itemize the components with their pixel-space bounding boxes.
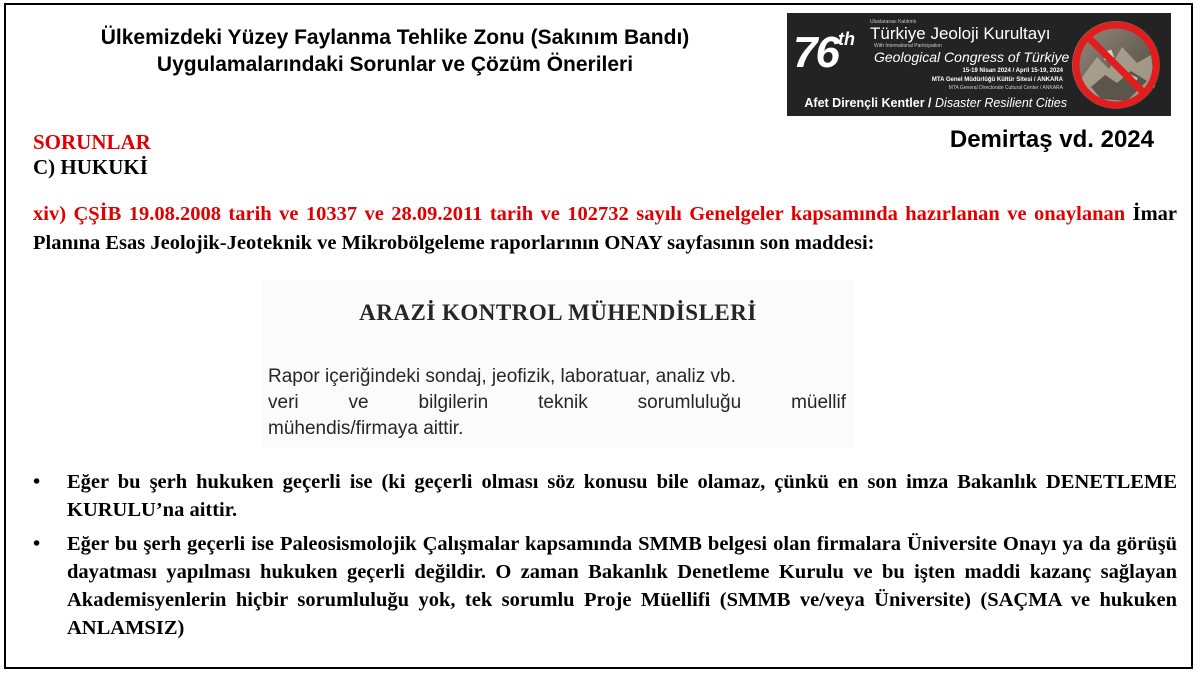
bullet-item xyxy=(33,468,1177,524)
bullet-text: Eğer bu şerh hukuken geçerli ise (ki geçerli olması söz konusu bile olamaz, çünkü en son imza Bakanlık DENETLEME KURULU’na aittir. xyxy=(67,471,1177,521)
bullet-text: Eğer bu şerh geçerli ise Paleosismolojik Çalışmalar kapsamında SMMB belgesi olan firmalara Üniversite Onayı ya da görüşü dayatması yapılması hukuken geçerli değildir. O zaman Bakanlık Denetleme Kurulu ve bu işten maddi kazanç sağlayan Akademisyenlerin hiçbir sorumluluğu yok, tek sorumlu Proje Müellifi (SMMB ve/veya Üniversite) (SAÇMA ve hukuken ANLAMSIZ) xyxy=(67,533,1177,639)
scanned-excerpt xyxy=(262,280,854,448)
banner-number: 76th xyxy=(793,28,855,77)
banner-dates: 15-19 Nisan 2024 / April 15-19, 2024 xyxy=(962,68,1063,74)
banner-title-tr: Türkiye Jeoloji Kurultayı xyxy=(870,24,1051,43)
paragraph-black-text: İmar Planına Esas Jeolojik-Jeoteknik ve Mikrobölgeleme raporlarının ONAY sayfasının son maddesi: xyxy=(33,203,1177,254)
banner-ordinal: th xyxy=(837,29,855,49)
scan-word: ve xyxy=(348,392,369,413)
main-paragraph xyxy=(33,200,1177,258)
scan-word: müellif xyxy=(791,392,846,413)
earthquake-damage-icon xyxy=(1067,17,1165,113)
banner-title-en: Geological Congress of Türkiye xyxy=(874,49,1070,65)
scan-word: teknik xyxy=(538,392,588,413)
scan-line-3: mühendis/firmaya aittir. xyxy=(268,418,464,439)
paragraph-red-text: xiv) ÇŞİB 19.08.2008 tarih ve 10337 ve 28.09.2011 tarih ve 102732 sayılı Genelgeler kapsamında hazırlanan ve onaylanan xyxy=(33,203,1126,225)
title-line-1: Ülkemizdeki Yüzey Faylanma Tehlike Zonu (Sakınım Bandı) xyxy=(100,26,690,49)
scan-line-2 xyxy=(268,390,846,416)
scan-body xyxy=(268,364,846,442)
scan-word: veri xyxy=(268,392,299,413)
banner-slogan: Afet Dirençli Kentler / Disaster Resilient Cities xyxy=(804,96,1067,110)
scan-word: sorumluluğu xyxy=(637,392,742,413)
banner-venue-tr: MTA Genel Müdürlüğü Kültür Sitesi / ANKARA xyxy=(931,77,1063,83)
scan-word: bilgilerin xyxy=(418,392,489,413)
author-citation: Demirtaş vd. 2024 xyxy=(949,126,1154,153)
banner-participation: With International Participation xyxy=(874,43,942,49)
bullet-item xyxy=(33,530,1177,642)
title-line-2: Uygulamalarındaki Sorunlar ve Çözüm Önerileri xyxy=(156,53,634,76)
section-title: SORUNLAR xyxy=(33,130,151,154)
bullet-list xyxy=(33,468,1177,648)
section-subtitle: C) HUKUKİ xyxy=(33,155,148,179)
banner-venue-en: MTA General Directorate Cultural Center / ANKARA xyxy=(948,85,1063,91)
congress-banner xyxy=(787,13,1171,116)
scan-line-1: Rapor içeriğindeki sondaj, jeofizik, laboratuar, analiz vb. xyxy=(268,366,736,387)
banner-kicker: Uluslararası Katılımlı xyxy=(870,19,917,25)
bullet-marker: • xyxy=(33,471,41,493)
bullet-marker: • xyxy=(33,533,41,555)
section-heading xyxy=(33,130,151,180)
slide-title xyxy=(10,24,780,78)
scan-heading: ARAZİ KONTROL MÜHENDİSLERİ xyxy=(359,300,757,325)
